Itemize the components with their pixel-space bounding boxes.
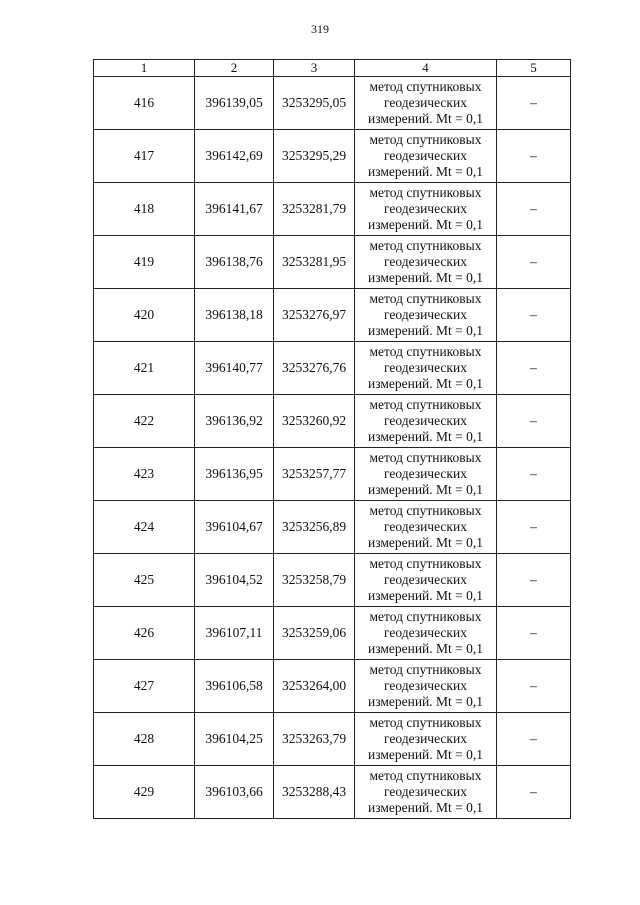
x-coordinate-cell: 396139,05 xyxy=(195,77,274,130)
method-line: геодезических xyxy=(384,413,467,428)
table-row xyxy=(94,130,571,183)
method-line: измерений. Mt = 0,1 xyxy=(367,482,484,497)
y-coordinate-cell: 3253295,29 xyxy=(274,130,355,183)
method-cell xyxy=(355,448,497,501)
table-row xyxy=(94,289,571,342)
point-number-cell: 427 xyxy=(94,660,195,713)
accuracy-cell: – xyxy=(497,77,571,130)
method-line: метод спутниковых xyxy=(369,768,482,783)
accuracy-cell: – xyxy=(497,342,571,395)
method-cell xyxy=(355,395,497,448)
method-line: метод спутниковых xyxy=(369,450,482,465)
accuracy-cell: – xyxy=(497,766,571,819)
point-number-cell: 426 xyxy=(94,607,195,660)
y-coordinate-cell: 3253281,95 xyxy=(274,236,355,289)
table-row xyxy=(94,554,571,607)
x-coordinate-cell: 396142,69 xyxy=(195,130,274,183)
table-row xyxy=(94,183,571,236)
table-row xyxy=(94,77,571,130)
method-line: метод спутниковых xyxy=(369,238,482,253)
method-line: измерений. Mt = 0,1 xyxy=(367,641,484,656)
method-cell xyxy=(355,183,497,236)
point-number-cell: 420 xyxy=(94,289,195,342)
point-number-cell: 424 xyxy=(94,501,195,554)
point-number-cell: 417 xyxy=(94,130,195,183)
method-cell xyxy=(355,713,497,766)
method-cell xyxy=(355,342,497,395)
y-coordinate-cell: 3253276,76 xyxy=(274,342,355,395)
method-line: геодезических xyxy=(384,360,467,375)
point-number-cell: 421 xyxy=(94,342,195,395)
method-line: геодезических xyxy=(384,519,467,534)
accuracy-cell: – xyxy=(497,607,571,660)
table-row xyxy=(94,342,571,395)
method-cell xyxy=(355,766,497,819)
method-line: измерений. Mt = 0,1 xyxy=(367,694,484,709)
table-body xyxy=(94,77,571,819)
method-line: метод спутниковых xyxy=(369,715,482,730)
y-coordinate-cell: 3253260,92 xyxy=(274,395,355,448)
method-line: измерений. Mt = 0,1 xyxy=(367,164,484,179)
accuracy-cell: – xyxy=(497,660,571,713)
y-coordinate-cell: 3253263,79 xyxy=(274,713,355,766)
point-number-cell: 419 xyxy=(94,236,195,289)
method-cell xyxy=(355,289,497,342)
method-cell xyxy=(355,554,497,607)
y-coordinate-cell: 3253257,77 xyxy=(274,448,355,501)
point-number-cell: 423 xyxy=(94,448,195,501)
method-cell xyxy=(355,607,497,660)
table-row xyxy=(94,660,571,713)
column-header-4: 4 xyxy=(355,60,497,77)
accuracy-cell: – xyxy=(497,501,571,554)
method-line: метод спутниковых xyxy=(369,291,482,306)
method-cell xyxy=(355,77,497,130)
method-cell xyxy=(355,236,497,289)
table-row xyxy=(94,713,571,766)
method-line: геодезических xyxy=(384,254,467,269)
method-line: измерений. Mt = 0,1 xyxy=(367,217,484,232)
method-line: метод спутниковых xyxy=(369,556,482,571)
table-row xyxy=(94,501,571,554)
y-coordinate-cell: 3253264,00 xyxy=(274,660,355,713)
method-line: измерений. Mt = 0,1 xyxy=(367,429,484,444)
method-line: геодезических xyxy=(384,95,467,110)
column-header-3: 3 xyxy=(274,60,355,77)
method-line: метод спутниковых xyxy=(369,397,482,412)
y-coordinate-cell: 3253259,06 xyxy=(274,607,355,660)
x-coordinate-cell: 396104,25 xyxy=(195,713,274,766)
method-line: геодезических xyxy=(384,466,467,481)
point-number-cell: 422 xyxy=(94,395,195,448)
y-coordinate-cell: 3253295,05 xyxy=(274,77,355,130)
page-number: 319 xyxy=(311,22,329,36)
accuracy-cell: – xyxy=(497,713,571,766)
method-cell xyxy=(355,501,497,554)
method-line: измерений. Mt = 0,1 xyxy=(367,588,484,603)
point-number-cell: 428 xyxy=(94,713,195,766)
y-coordinate-cell: 3253281,79 xyxy=(274,183,355,236)
accuracy-cell: – xyxy=(497,183,571,236)
method-line: измерений. Mt = 0,1 xyxy=(367,323,484,338)
method-line: геодезических xyxy=(384,201,467,216)
method-line: измерений. Mt = 0,1 xyxy=(367,800,484,815)
point-number-cell: 425 xyxy=(94,554,195,607)
column-header-1: 1 xyxy=(94,60,195,77)
method-line: измерений. Mt = 0,1 xyxy=(367,111,484,126)
method-line: измерений. Mt = 0,1 xyxy=(367,535,484,550)
method-cell xyxy=(355,130,497,183)
x-coordinate-cell: 396104,67 xyxy=(195,501,274,554)
table-row xyxy=(94,766,571,819)
method-line: метод спутниковых xyxy=(369,185,482,200)
column-header-2: 2 xyxy=(195,60,274,77)
x-coordinate-cell: 396141,67 xyxy=(195,183,274,236)
method-line: измерений. Mt = 0,1 xyxy=(367,270,484,285)
point-number-cell: 418 xyxy=(94,183,195,236)
y-coordinate-cell: 3253288,43 xyxy=(274,766,355,819)
method-line: геодезических xyxy=(384,148,467,163)
table-row xyxy=(94,236,571,289)
column-header-5: 5 xyxy=(497,60,571,77)
method-line: геодезических xyxy=(384,572,467,587)
point-number-cell: 429 xyxy=(94,766,195,819)
x-coordinate-cell: 396138,18 xyxy=(195,289,274,342)
method-line: геодезических xyxy=(384,731,467,746)
y-coordinate-cell: 3253258,79 xyxy=(274,554,355,607)
y-coordinate-cell: 3253256,89 xyxy=(274,501,355,554)
point-number-cell: 416 xyxy=(94,77,195,130)
accuracy-cell: – xyxy=(497,289,571,342)
x-coordinate-cell: 396104,52 xyxy=(195,554,274,607)
method-line: метод спутниковых xyxy=(369,344,482,359)
accuracy-cell: – xyxy=(497,554,571,607)
table-row xyxy=(94,607,571,660)
accuracy-cell: – xyxy=(497,236,571,289)
method-line: геодезических xyxy=(384,678,467,693)
method-line: измерений. Mt = 0,1 xyxy=(367,747,484,762)
x-coordinate-cell: 396103,66 xyxy=(195,766,274,819)
method-line: метод спутниковых xyxy=(369,662,482,677)
x-coordinate-cell: 396136,92 xyxy=(195,395,274,448)
method-line: измерений. Mt = 0,1 xyxy=(367,376,484,391)
x-coordinate-cell: 396136,95 xyxy=(195,448,274,501)
method-cell xyxy=(355,660,497,713)
method-line: метод спутниковых xyxy=(369,503,482,518)
method-line: геодезических xyxy=(384,625,467,640)
coordinates-table xyxy=(93,59,571,819)
method-line: метод спутниковых xyxy=(369,79,482,94)
method-line: метод спутниковых xyxy=(369,132,482,147)
x-coordinate-cell: 396138,76 xyxy=(195,236,274,289)
accuracy-cell: – xyxy=(497,130,571,183)
method-line: метод спутниковых xyxy=(369,609,482,624)
table-row xyxy=(94,448,571,501)
x-coordinate-cell: 396106,58 xyxy=(195,660,274,713)
table-row xyxy=(94,395,571,448)
y-coordinate-cell: 3253276,97 xyxy=(274,289,355,342)
accuracy-cell: – xyxy=(497,395,571,448)
method-line: геодезических xyxy=(384,307,467,322)
method-line: геодезических xyxy=(384,784,467,799)
x-coordinate-cell: 396140,77 xyxy=(195,342,274,395)
x-coordinate-cell: 396107,11 xyxy=(195,607,274,660)
header-row xyxy=(94,60,571,77)
accuracy-cell: – xyxy=(497,448,571,501)
